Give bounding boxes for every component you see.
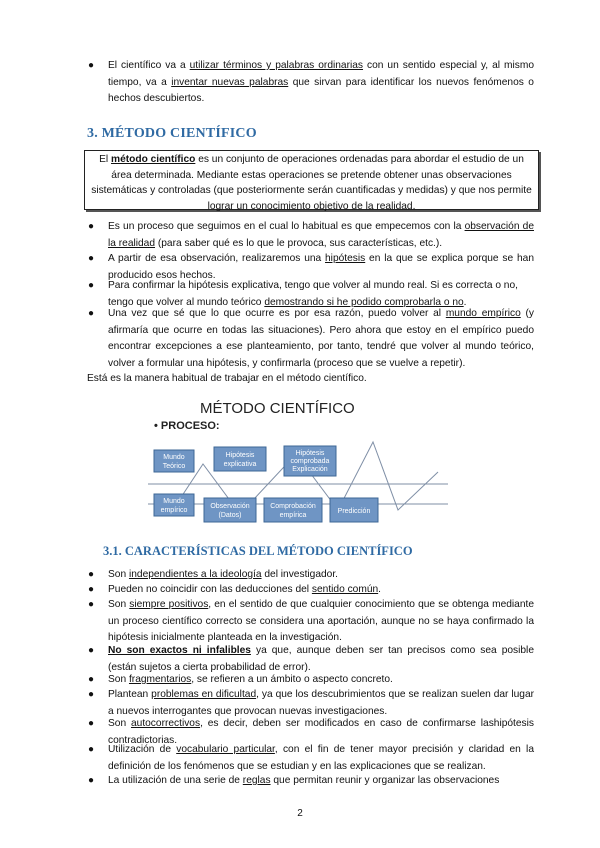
underlined-term: método científico: [111, 154, 196, 165]
bullet-item: ● Plantean problemas en dificultad, ya que los descubrimientos que se realizan suelen dar lugar a nuevos interrogantes que provocan nuevas investigaciones.: [88, 689, 534, 717]
diagram-title: MÉTODO CIENTÍFICO: [200, 400, 355, 417]
box-hipotesis-comprobada: [284, 446, 336, 476]
bullet-dot: ●: [88, 584, 95, 595]
svg-text:Predicción: Predicción: [337, 508, 371, 515]
underlined-term: siempre positivos: [129, 599, 209, 610]
bullet-dot: ●: [88, 221, 95, 232]
bullet-dot: ●: [88, 674, 95, 685]
bullet-item: ● Son siempre positivos, en el sentido de que cualquier conocimiento que se obtenga mediante un proceso científico correcto se considera una aportación, aunque no se haya confirmado la hipótesis inicialmente planteada en la investigación.: [88, 599, 534, 643]
svg-text:comprobada: comprobada: [290, 458, 330, 465]
bullet-item: ● No son exactos ni infalibles ya que, aunque deben ser tan precisos como sea posible (están sujetos a cierta probabilidad de error).: [88, 645, 534, 673]
box-prediccion: [330, 498, 378, 522]
bullet-item: ● Son autocorrectivos, es decir, deben ser modificados en caso de confirmarse lashipótesis contradictorias.: [88, 718, 534, 746]
section-title: 3. MÉTODO CIENTÍFICO: [87, 126, 257, 141]
box-observacion: [204, 498, 256, 522]
intro-bullet: ● El científico va a utilizar términos y palabras ordinarias con un sentido especial y, al mismo tiempo, va a inventar nuevas palabras que sirvan para identificar los nuevos fenómenos o hechos descubiertos.: [88, 60, 535, 104]
bullet-item: ● Son fragmentarios, se refieren a un ámbito o aspecto concreto.: [108, 672, 538, 689]
bullet-item: ● Una vez que sé que lo que ocurre es por esa razón, puedo volver al mundo empírico (y afirmaría que ocurre en todas las situaciones). Pero ahora que estoy en el empírico puedo encontrar excepciones a ese planteamiento, por tanto, tendré que volver al mundo teórico, volver a formular una hipótesis, y confirmarla (proceso que se vuelve a repetir).: [88, 308, 534, 369]
bullet-item: ● Para confirmar la hipótesis explicativa, tengo que volver al mundo real. Si es correcta o no, tengo que volver al mundo teórico demostrando si he podido comprobarla o no.: [88, 280, 518, 308]
underlined-term: observación de la realidad: [108, 221, 534, 249]
svg-text:Explicación: Explicación: [292, 466, 328, 473]
bullet-dot: ●: [88, 60, 95, 71]
svg-text:Hipótesis: Hipótesis: [225, 452, 255, 459]
diagram-subtitle: • PROCESO:: [154, 420, 220, 432]
underlined-term: autocorrectivos: [130, 718, 201, 729]
bullet-dot: ●: [88, 599, 95, 610]
bullet-dot: ●: [88, 645, 95, 656]
subsection-title: 3.1. CARACTERÍSTICAS DEL MÉTODO CIENTÍFICO: [103, 544, 413, 558]
page-number: 2: [297, 808, 303, 819]
bullet-dot: ●: [88, 744, 95, 755]
svg-text:(Datos): (Datos): [218, 512, 242, 519]
bullet-item: ● A partir de esa observación, realizaremos una hipótesis en la que se explica porque se han producido esos hechos.: [88, 253, 534, 281]
underlined-term: vocabulario particular: [176, 744, 275, 755]
underlined-term: No son exactos ni infalibles: [108, 645, 251, 656]
svg-text:Mundo: Mundo: [163, 498, 185, 505]
bullet-dot: ●: [88, 689, 95, 700]
box-hipotesis-explicativa: [214, 447, 266, 471]
bullet-item: ● Son independientes a la ideología del investigador.: [108, 567, 538, 584]
scientific-method-diagram: [148, 392, 448, 530]
underlined-term: utilizar términos y palabras ordinarias: [189, 60, 364, 71]
svg-text:Teórico: Teórico: [162, 463, 186, 470]
svg-text:Hipótesis: Hipótesis: [295, 450, 325, 457]
bullet-dot: ●: [88, 280, 95, 291]
bullet-item: ● Pueden no coincidir con las deducciones del sentido común.: [108, 582, 538, 599]
underlined-term: demostrando si he podido comprobarla o no: [264, 296, 464, 308]
svg-text:explicativa: explicativa: [223, 461, 257, 468]
bullet-item: ● Utilización de vocabulario particular, con el fin de tener mayor precisión y claridad en la definición de los fenómenos que se estudian y en las explicaciones que se realizan.: [88, 744, 534, 772]
svg-text:Mundo: Mundo: [163, 454, 185, 461]
definition-box: El método científico es un conjunto de operaciones ordenadas para abordar el estudio de un área determinada. Mediante estas operaciones se pretende obtener unas observaciones sistemáticas y controladas (que posteriormente serán cuantificadas y medidas) y que nos permite lograr un conocimiento objetivo de la realidad.: [84, 150, 539, 210]
underlined-term: inventar nuevas palabras: [171, 76, 289, 88]
bullet-item: ● Es un proceso que seguimos en el cual lo habitual es que empecemos con la observación de la realidad (para saber qué es lo que le provoca, sus características, etc.).: [88, 221, 534, 249]
box-comprobacion: [264, 498, 322, 522]
bullet-dot: ●: [88, 718, 95, 729]
underlined-term: problemas en dificultad: [151, 689, 257, 700]
svg-text:Comprobación: Comprobación: [270, 503, 316, 510]
bullet-dot: ●: [88, 775, 95, 786]
box-mundo-empirico: [154, 494, 194, 516]
bullet-item: ● La utilización de una serie de reglas que permitan reunir y organizar las observaciones: [108, 773, 534, 790]
svg-text:empírico: empírico: [160, 507, 188, 514]
underlined-term: hipótesis: [325, 253, 366, 264]
svg-text:empírica: empírica: [279, 512, 307, 519]
summary-line: Está es la manera habitual de trabajar en el método científico.: [87, 373, 367, 384]
underlined-term: mundo empírico: [445, 308, 521, 319]
box-mundo-teorico: [154, 450, 194, 472]
bullet-dot: ●: [88, 569, 95, 580]
underlined-term: independientes a la ideología: [128, 569, 262, 580]
underlined-term: fragmentarios: [128, 674, 192, 685]
svg-text:Observación: Observación: [210, 503, 250, 510]
bullet-dot: ●: [88, 308, 95, 319]
underlined-term: reglas: [242, 775, 271, 786]
bullet-dot: ●: [88, 253, 95, 264]
underlined-term: sentido común: [311, 584, 379, 595]
